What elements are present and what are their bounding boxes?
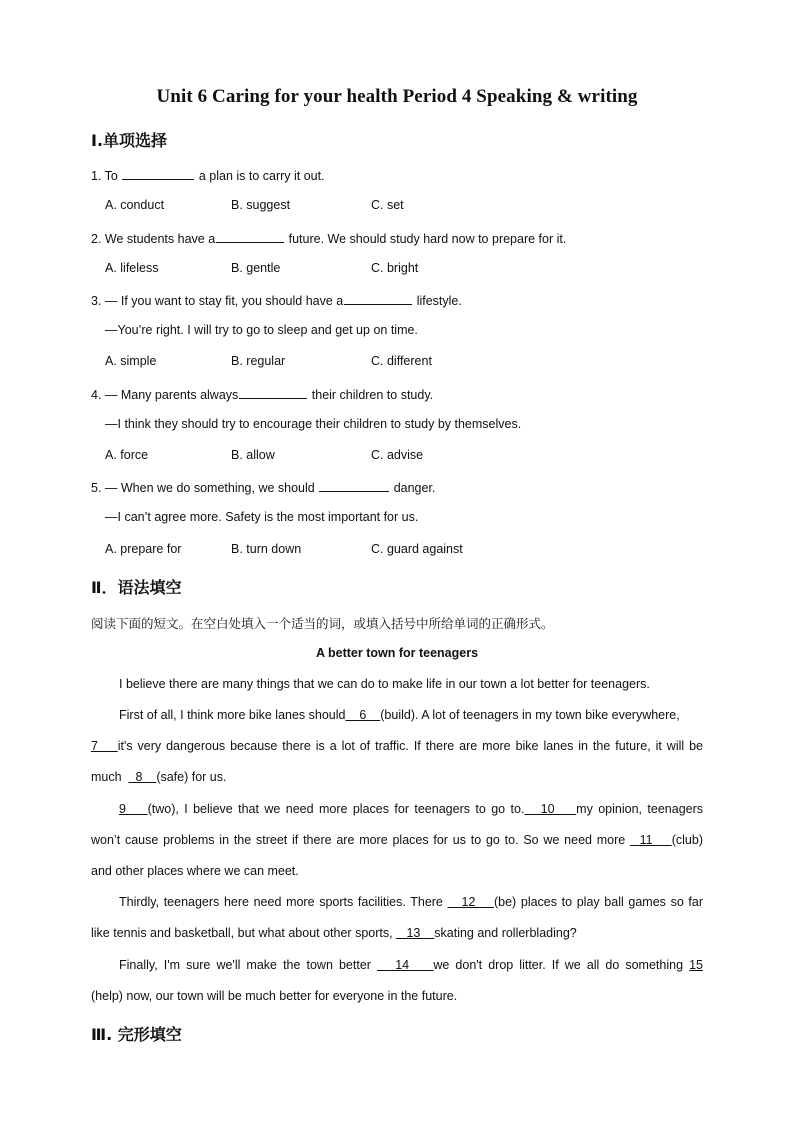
passage-line [119, 802, 703, 816]
option-c: C. bright [371, 261, 419, 275]
question-text: 4. — Many parents always [91, 388, 239, 402]
numbered-blank: 9 [119, 802, 148, 816]
passage-text: (two), I believe that we need more places for teenagers to go to. [147, 802, 525, 816]
option-c: C. different [371, 354, 432, 368]
section-heading-2: Ⅱ．语法填空 [91, 578, 182, 597]
passage-text: skating and rollerblading? [434, 926, 577, 940]
option-a: A. prepare for [105, 542, 182, 556]
option-b: B. suggest [231, 198, 291, 212]
passage-line [91, 926, 577, 940]
option-b: B. allow [231, 448, 275, 462]
passage-line [91, 833, 703, 847]
question-4-reply: —I think they should try to encourage their children to study by themselves. [105, 417, 522, 431]
section-heading-1: Ⅰ.单项选择 [91, 131, 168, 150]
question-text: 5. — When we do something, we should [91, 481, 319, 495]
passage-text: Thirdly, teenagers here need more sports facilities. There [119, 895, 448, 909]
passage-text: (be) places to play ball games so far [493, 895, 704, 909]
passage-line [91, 739, 703, 753]
answer-blank [122, 167, 194, 180]
passage-text: Finally, I'm sure we'll make the town better [119, 958, 378, 972]
option-c: C. set [371, 198, 404, 212]
question-text: 1. To [91, 169, 122, 183]
numbered-blank: 13 [396, 926, 435, 940]
passage-text: we don't drop litter. If we all do something [433, 958, 690, 972]
passage-line: and other places where we can meet. [91, 864, 299, 878]
section-heading-3: Ⅲ. 完形填空 [91, 1025, 182, 1044]
option-b: B. turn down [231, 542, 302, 556]
answer-blank [344, 292, 412, 305]
numbered-blank: 11 [630, 833, 672, 847]
passage-text: like tennis and basketball, but what about other sports, [91, 926, 397, 940]
passage-text: First of all, I think more bike lanes should [119, 708, 346, 722]
passage-line [119, 958, 703, 972]
numbered-blank: 12 [447, 895, 494, 909]
question-2 [91, 230, 566, 246]
question-5-reply: —I can’t agree more. Safety is the most important for us. [105, 510, 419, 524]
option-a: A. simple [105, 354, 157, 368]
question-1 [91, 167, 325, 183]
passage-line [91, 770, 226, 784]
question-5 [91, 479, 435, 495]
answer-blank [319, 479, 389, 492]
option-c: C. advise [371, 448, 424, 462]
option-b: B. regular [231, 354, 286, 368]
question-3 [91, 292, 462, 308]
question-text: future. We should study hard now to prepare for it. [285, 232, 567, 246]
passage-text: my opinion, teenagers [576, 802, 704, 816]
option-c: C. guard against [371, 542, 463, 556]
question-text: 3. — If you want to stay fit, you should have a [91, 294, 344, 308]
page-title: Unit 6 Caring for your health Period 4 Speaking & writing [156, 86, 638, 107]
passage-line: I believe there are many things that we can do to make life in our town a lot better for teenagers. [119, 677, 650, 691]
numbered-blank: 14 [377, 958, 434, 972]
question-text: their children to study. [308, 388, 434, 402]
passage-line: (help) now, our town will be much better for everyone in the future. [91, 989, 458, 1003]
answer-blank [216, 230, 284, 243]
passage-text: much [91, 770, 129, 784]
question-text: a plan is to carry it out. [195, 169, 325, 183]
passage-title: A better town for teenagers [315, 646, 479, 660]
numbered-blank: 6 [345, 708, 381, 722]
question-3-reply: —You’re right. I will try to go to sleep and get up on time. [105, 323, 418, 337]
numbered-blank: 8 [128, 770, 157, 784]
passage-line [119, 895, 703, 909]
numbered-blank: 15 [689, 958, 704, 972]
passage-text: it's very dangerous because there is a lot of traffic. If there are more bike lanes in the future, it will be [117, 739, 704, 753]
question-text: 2. We students have a [91, 232, 216, 246]
passage-line [119, 708, 680, 722]
option-a: A. conduct [105, 198, 165, 212]
option-a: A. lifeless [105, 261, 159, 275]
numbered-blank: 7 [91, 739, 118, 753]
passage-text: (club) [671, 833, 703, 847]
passage-text: (build). A lot of teenagers in my town bike everywhere, [380, 708, 680, 722]
answer-blank [239, 386, 307, 399]
question-text: danger. [390, 481, 436, 495]
section-instruction: 阅读下面的短文。在空白处填入一个适当的词，或填入括号中所给单词的正确形式。 [91, 616, 554, 631]
option-b: B. gentle [231, 261, 281, 275]
passage-text: won’t cause problems in the street if there are more places for us to go to. So we need more [91, 833, 631, 847]
option-a: A. force [105, 448, 149, 462]
question-4 [91, 386, 433, 402]
numbered-blank: 10 [524, 802, 577, 816]
passage-text: (safe) for us. [156, 770, 227, 784]
question-text: lifestyle. [413, 294, 462, 308]
